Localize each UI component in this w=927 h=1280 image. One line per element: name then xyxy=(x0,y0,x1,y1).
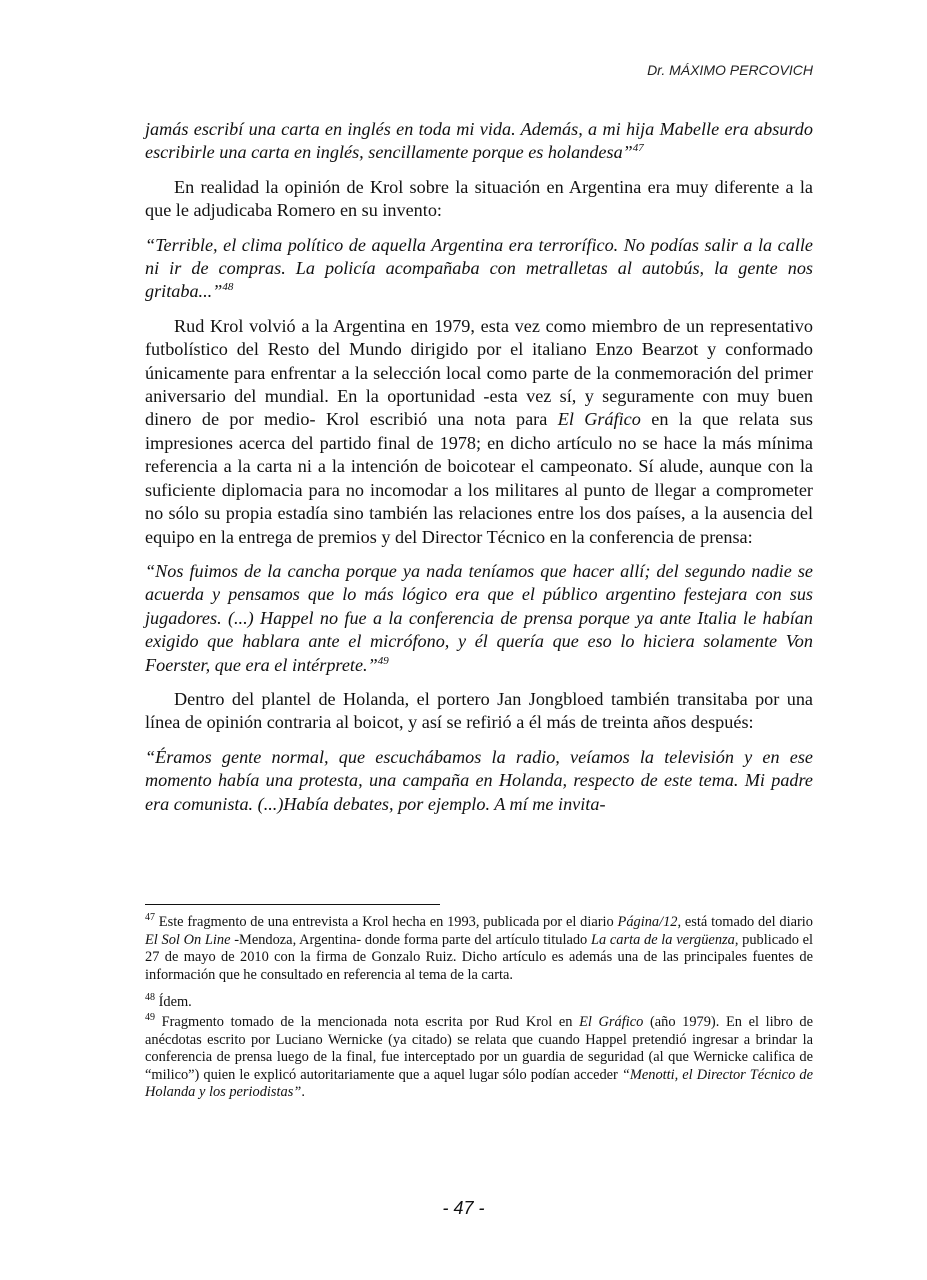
footnote-number: 48 xyxy=(145,992,155,1004)
quote-paragraph: “Éramos gente normal, que escuchábamos la radio, veíamos la televisión y en ese momento había una protesta, una campaña en Holanda, respecto de este tema. Mi padre era comunista. (...)Había debates, por ejemplo. A mí me invita- xyxy=(145,746,813,814)
footnote-text: Este fragmento de una entrevista a Krol hecha en 1993, publicada por el diario xyxy=(155,914,618,930)
quote-text: “Terrible, el clima político de aquella Argentina era terrorífico. No podías salir a la calle ni ir de compras. La policía acompañaba con metralletas al autobús, la gente nos gritaba...” xyxy=(145,234,813,302)
magazine-title: El Gráfico xyxy=(557,409,641,430)
quote-paragraph xyxy=(145,234,813,304)
page-number: - 47 - xyxy=(442,1198,485,1218)
footnote-text: (año 1979). En el libro de anécdotas escrito por Luciano Wernicke (ya citado) se relata que cuando Happel pretendió ingresar a brindar la conferencia de prensa luego de la final, fue interceptado por un guardia de seguridad (al que Wernicke califica de “milico”) quien le explicó autoritariamente que a aquel lugar sólo podían acceder xyxy=(145,1013,814,1083)
footnote-ref: 47 xyxy=(632,142,644,155)
footnote-number: 49 xyxy=(145,1012,155,1024)
footnote-italic: Página/12 xyxy=(617,914,678,930)
quote-text: “Nos fuimos de la cancha porque ya nada teníamos que hacer allí; del segundo nadie se acuerda y pensamos que lo más lógico era que el público argentino festejara con sus jugadores. (...) Happel no fue a la conferencia de prensa porque ya ante Italia le habían exigido que hablara ante el micrófono, y él quería que eso lo hiciera solamente Von Foerster, que era el intérprete.” xyxy=(145,560,813,675)
main-text xyxy=(145,118,813,827)
quote-text: jamás escribí una carta en inglés en toda mi vida. Además, a mi hija Mabelle era absurdo escribirle una carta en inglés, sencillamente porque es holandesa” xyxy=(145,119,813,163)
footnote-number: 47 xyxy=(145,912,155,924)
quote-paragraph xyxy=(145,118,813,165)
paragraph-text: en la que relata sus impresiones acerca del partido final de 1978; en dicho artículo no se hace la más mínima referencia a la carta ni a la intención de boicotear el campeonato. Sí alude, aunque con la suficiente diplomacia para no incomodar a los militares al punto de llegar a comprometer no sólo su propia estadía sino también las relaciones entre los dos países, a la ausencia del equipo en la entrega de premios y del Director Técnico en la conferencia de prensa: xyxy=(145,409,814,547)
footnote-49 xyxy=(145,1014,813,1102)
footnote-text: , está tomado del diario xyxy=(677,914,813,930)
running-header: Dr. MÁXIMO PERCOVICH xyxy=(647,62,813,78)
footnote-47 xyxy=(145,914,813,984)
footnote-ref: 49 xyxy=(377,654,389,667)
footnote-ref: 48 xyxy=(222,281,234,294)
paragraph xyxy=(145,315,813,549)
footnote-text: Fragmento tomado de la mencionada nota escrita por Rud Krol en xyxy=(155,1013,580,1030)
paragraph-text: Rud Krol volvió a la Argentina en 1979, esta vez como miembro de un representativo futbolístico del Resto del Mundo dirigido por el italiano Enzo Bearzot y conformado únicamente para enfrentar a la selección local como parte de la conmemoración del primer aniversario del mundial. En la oportunidad -esta vez sí, y seguramente con muy buen dinero de por medio- Krol escribió una nota para xyxy=(145,315,813,430)
paragraph: En realidad la opinión de Krol sobre la situación en Argentina era muy diferente a la que le adjudicaba Romero en su invento: xyxy=(145,176,813,221)
footnote-text: -Mendoza, Argentina- donde forma parte del artículo titulado xyxy=(230,931,591,948)
footnote-text: , publicado el 27 de mayo de 2010 con la firma de Gonzalo Ruiz. Dicho artículo es además una de las principales fuentes de información que he consultado en referencia al tema de la carta. xyxy=(145,931,813,983)
footnote-text: . xyxy=(301,1084,305,1101)
footnote-italic: El Gráfico xyxy=(579,1013,644,1030)
footnote-italic: El Sol On Line xyxy=(145,931,231,948)
footnote-divider xyxy=(145,904,440,905)
footnotes xyxy=(145,914,813,1112)
footnote-text: Ídem. xyxy=(155,994,192,1011)
quote-paragraph xyxy=(145,560,813,677)
footnote-italic: “Menotti, el Director Técnico de Holanda y los periodistas” xyxy=(145,1066,813,1101)
paragraph: Dentro del plantel de Holanda, el portero Jan Jongbloed también transitaba por una línea de opinión contraria al boicot, y así se refirió a él más de treinta años después: xyxy=(145,688,813,733)
footnote-italic: La carta de la vergüenza xyxy=(590,931,735,948)
footnote-48 xyxy=(145,994,813,1012)
